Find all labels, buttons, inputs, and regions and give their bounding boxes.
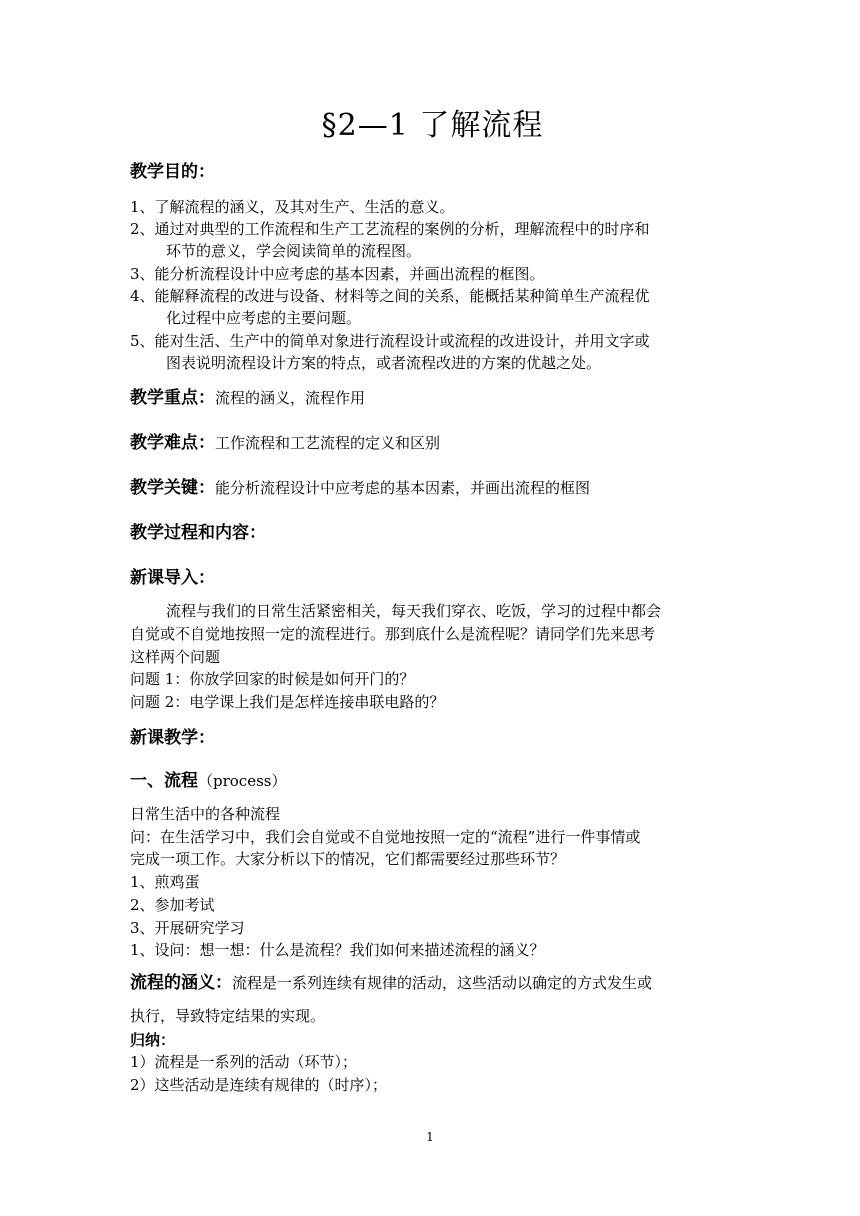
teaching-line: 问：在生活学习中，我们会自觉或不自觉地按照一定的“流程”进行一件事情或 xyxy=(130,828,641,846)
difficulty xyxy=(130,431,440,455)
teaching-line: 日常生活中的各种流程 xyxy=(130,805,281,823)
objective-line: 3、能分析流程设计中应考虑的基本因素，并画出流程的框图。 xyxy=(130,265,545,283)
teaching-line: 3、开展研究学习 xyxy=(130,919,245,937)
process-heading: 教学过程和内容： xyxy=(130,523,266,543)
section-1-label: 一、流程 xyxy=(130,771,198,791)
objective-line: 环节的意义，学会阅读简单的流程图。 xyxy=(166,242,422,260)
intro-line: 流程与我们的日常生活紧密相关，每天我们穿衣、吃饭，学习的过程中都会 xyxy=(166,602,662,620)
objective-line: 化过程中应考虑的主要问题。 xyxy=(166,309,362,327)
teaching-heading: 新课教学： xyxy=(130,728,215,748)
teaching-line: 1、设问：想一想：什么是流程？我们如何来描述流程的涵义？ xyxy=(130,941,545,959)
objective-line: 5、能对生活、生产中的简单对象进行流程设计或流程的改进设计，并用文字或 xyxy=(130,332,650,350)
teaching-line: 1、煎鸡蛋 xyxy=(130,873,200,891)
summary-heading: 归纳： xyxy=(130,1031,176,1049)
key-point xyxy=(130,386,365,410)
difficulty-text: 工作流程和工艺流程的定义和区别 xyxy=(215,434,441,452)
objectives-heading: 教学目的： xyxy=(130,162,215,182)
intro-line: 自觉或不自觉地按照一定的流程进行。那到底什么是流程呢？请同学们先来思考 xyxy=(130,625,656,643)
objective-line: 1、了解流程的涵义，及其对生产、生活的意义。 xyxy=(130,198,455,216)
definition-text-2: 执行，导致特定结果的实现。 xyxy=(130,1007,326,1025)
key-point-label: 教学重点： xyxy=(130,388,215,408)
section-1-sub: （process） xyxy=(198,772,287,790)
objective-line: 图表说明流程设计方案的特点，或者流程改进的方案的优越之处。 xyxy=(166,354,602,372)
key-point-text: 流程的涵义，流程作用 xyxy=(215,389,366,407)
teaching-line: 2、参加考试 xyxy=(130,896,215,914)
definition-text: 流程是一系列连续有规律的活动，这些活动以确定的方式发生或 xyxy=(232,974,653,992)
definition xyxy=(130,971,652,995)
crux xyxy=(130,476,590,500)
summary-line: 1）流程是一系列的活动（环节）； xyxy=(130,1053,358,1071)
section-1-heading xyxy=(130,769,286,793)
intro-heading: 新课导入： xyxy=(130,568,215,588)
definition-label: 流程的涵义： xyxy=(130,973,232,993)
page-title: §2—1 了解流程 xyxy=(321,108,544,143)
intro-line: 这样两个问题 xyxy=(130,648,221,666)
crux-label: 教学关键： xyxy=(130,478,215,498)
intro-line: 问题 2：电学课上我们是怎样连接串联电路的？ xyxy=(130,693,445,711)
intro-line: 问题 1：你放学回家的时候是如何开门的？ xyxy=(130,670,415,688)
objective-line: 4、能解释流程的改进与设备、材料等之间的关系，能概括某种简单生产流程优 xyxy=(130,287,650,305)
teaching-line: 完成一项工作。大家分析以下的情况，它们都需要经过那些环节？ xyxy=(130,850,566,868)
page-number: 1 xyxy=(426,1130,434,1144)
objective-line: 2、通过对典型的工作流程和生产工艺流程的案例的分析，理解流程中的时序和 xyxy=(130,220,650,238)
difficulty-label: 教学难点： xyxy=(130,433,215,453)
crux-text: 能分析流程设计中应考虑的基本因素，并画出流程的框图 xyxy=(215,479,591,497)
summary-line: 2）这些活动是连续有规律的（时序）； xyxy=(130,1076,388,1094)
